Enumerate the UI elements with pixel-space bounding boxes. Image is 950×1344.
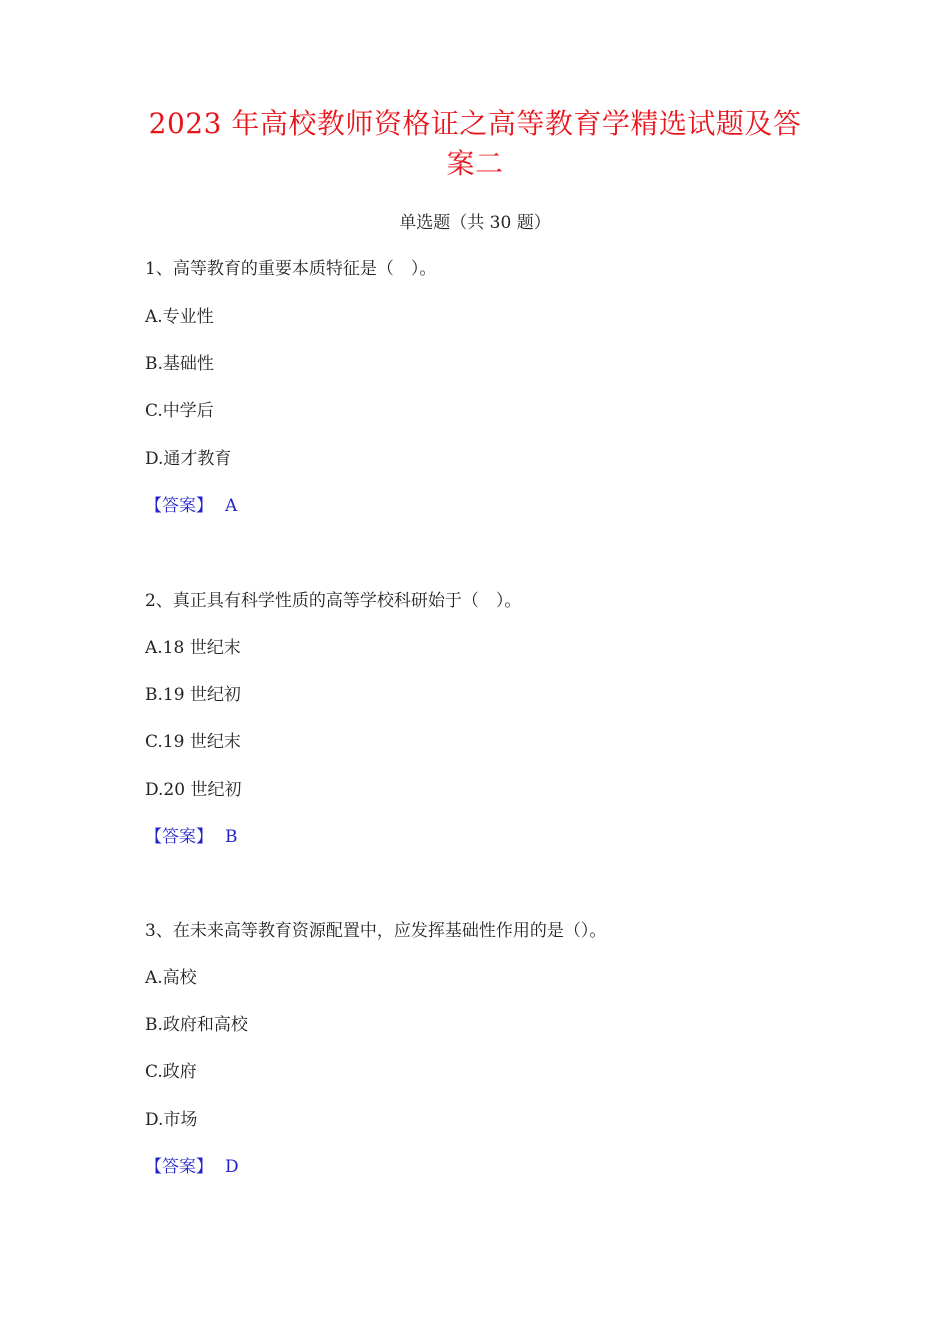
option-c: C.中学后 — [145, 401, 214, 421]
section-heading: 单选题（共 30 题） — [399, 213, 551, 233]
answer-line — [145, 824, 238, 850]
question-stem: 2、真正具有科学性质的高等学校科研始于（ ）。 — [145, 591, 522, 611]
option-c: C.19 世纪末 — [145, 732, 241, 752]
document-title — [120, 104, 830, 184]
option-d: D.市场 — [145, 1110, 198, 1130]
question-stem: 1、高等教育的重要本质特征是（ ）。 — [145, 259, 437, 279]
document-title-line-2: 案二 — [446, 147, 504, 180]
option-a: A.18 世纪末 — [145, 638, 241, 658]
answer-label: 【答案】 — [145, 1157, 213, 1177]
option-b: B.政府和高校 — [145, 1015, 248, 1035]
answer-value: B — [225, 827, 238, 847]
option-a: A.高校 — [145, 968, 197, 988]
answer-label: 【答案】 — [145, 827, 213, 847]
document-title-line-1: 2023 年高校教师资格证之高等教育学精选试题及答 — [148, 107, 802, 140]
answer-value: D — [225, 1157, 239, 1177]
answer-value: A — [225, 496, 238, 516]
answer-line — [145, 493, 237, 519]
option-d: D.20 世纪初 — [145, 780, 242, 800]
option-c: C.政府 — [145, 1062, 197, 1082]
option-b: B.19 世纪初 — [145, 685, 241, 705]
option-a: A.专业性 — [145, 307, 214, 327]
answer-line — [145, 1154, 239, 1180]
question-stem: 3、在未来高等教育资源配置中，应发挥基础性作用的是（）。 — [145, 921, 607, 941]
answer-label: 【答案】 — [145, 496, 213, 516]
option-d: D.通才教育 — [145, 449, 232, 469]
option-b: B.基础性 — [145, 354, 214, 374]
